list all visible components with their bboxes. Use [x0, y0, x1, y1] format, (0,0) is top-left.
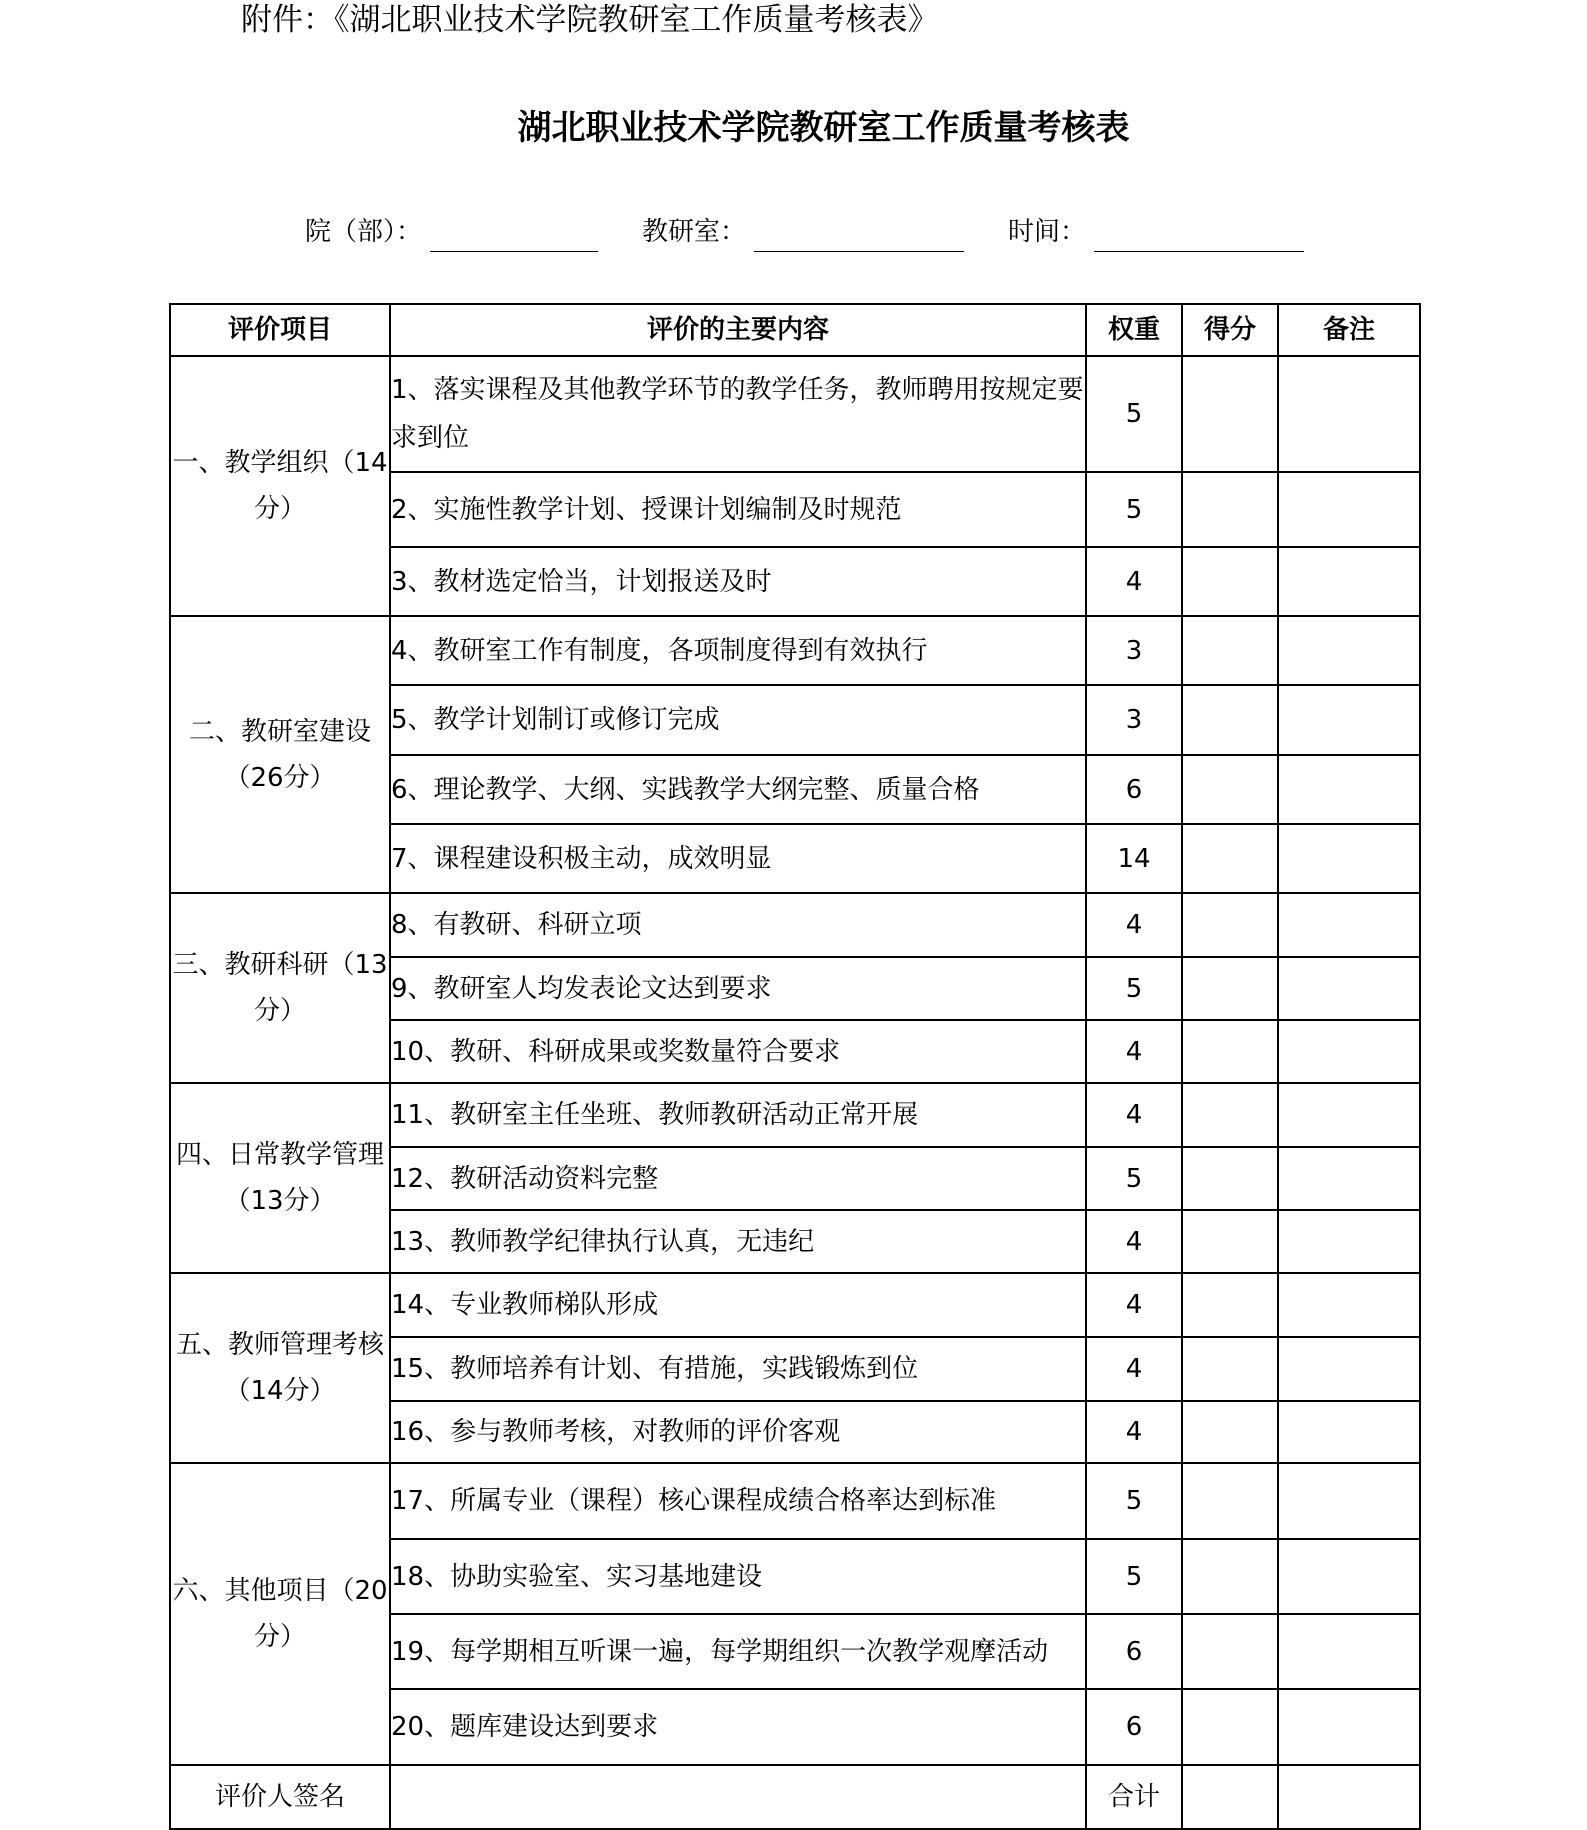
weight-cell: 5 — [1086, 472, 1182, 547]
weight-cell: 5 — [1086, 356, 1182, 472]
weight-cell: 4 — [1086, 1210, 1182, 1273]
score-cell[interactable] — [1182, 1689, 1278, 1765]
field-department — [305, 212, 598, 252]
note-cell[interactable] — [1278, 356, 1420, 472]
weight-cell: 5 — [1086, 957, 1182, 1020]
signature-field[interactable] — [390, 1765, 1086, 1829]
content-cell: 7、课程建设积极主动，成效明显 — [390, 824, 1086, 893]
weight-cell: 6 — [1086, 755, 1182, 824]
table-row — [170, 616, 1420, 685]
score-cell[interactable] — [1182, 1539, 1278, 1614]
content-cell: 8、有教研、科研立项 — [390, 893, 1086, 957]
score-cell[interactable] — [1182, 685, 1278, 755]
content-cell: 18、协助实验室、实习基地建设 — [390, 1539, 1086, 1614]
content-cell: 12、教研活动资料完整 — [390, 1147, 1086, 1210]
table-row — [170, 1083, 1420, 1147]
content-cell: 19、每学期相互听课一遍，每学期组织一次教学观摩活动 — [390, 1614, 1086, 1689]
content-cell: 10、教研、科研成果或奖数量符合要求 — [390, 1020, 1086, 1083]
field-date — [1008, 212, 1304, 252]
table-row — [170, 893, 1420, 957]
content-cell: 13、教师教学纪律执行认真，无违纪 — [390, 1210, 1086, 1273]
category-cell: 六、其他项目（20分） — [170, 1463, 390, 1765]
score-cell[interactable] — [1182, 616, 1278, 685]
note-cell[interactable] — [1278, 1273, 1420, 1337]
weight-cell: 5 — [1086, 1463, 1182, 1539]
table-row — [170, 356, 1420, 472]
note-cell[interactable] — [1278, 1614, 1420, 1689]
note-cell[interactable] — [1278, 1463, 1420, 1539]
score-cell[interactable] — [1182, 547, 1278, 616]
note-cell[interactable] — [1278, 1020, 1420, 1083]
category-cell: 三、教研科研（13分） — [170, 893, 390, 1083]
weight-cell: 5 — [1086, 1539, 1182, 1614]
weight-cell: 4 — [1086, 1273, 1182, 1337]
field-office-label: 教研室： — [642, 217, 747, 247]
score-cell[interactable] — [1182, 1020, 1278, 1083]
field-department-label: 院（部）： — [305, 217, 423, 247]
weight-cell: 4 — [1086, 1083, 1182, 1147]
field-department-blank[interactable] — [430, 221, 598, 252]
category-cell: 一、教学组织（14分） — [170, 356, 390, 616]
total-note-field[interactable] — [1278, 1765, 1420, 1829]
note-cell[interactable] — [1278, 824, 1420, 893]
note-cell[interactable] — [1278, 1083, 1420, 1147]
note-cell[interactable] — [1278, 1539, 1420, 1614]
note-cell[interactable] — [1278, 957, 1420, 1020]
weight-cell: 3 — [1086, 685, 1182, 755]
content-cell: 5、教学计划制订或修订完成 — [390, 685, 1086, 755]
page-title: 湖北职业技术学院教研室工作质量考核表 — [517, 108, 1130, 148]
note-cell[interactable] — [1278, 893, 1420, 957]
category-cell: 四、日常教学管理（13分） — [170, 1083, 390, 1273]
score-cell[interactable] — [1182, 893, 1278, 957]
note-cell[interactable] — [1278, 1147, 1420, 1210]
signature-label: 评价人签名 — [170, 1765, 390, 1829]
header-weight: 权重 — [1086, 304, 1182, 356]
content-cell: 1、落实课程及其他教学环节的教学任务，教师聘用按规定要求到位 — [390, 356, 1086, 472]
content-cell: 9、教研室人均发表论文达到要求 — [390, 957, 1086, 1020]
table-row — [170, 1273, 1420, 1337]
note-cell[interactable] — [1278, 685, 1420, 755]
content-cell: 16、参与教师考核，对教师的评价客观 — [390, 1401, 1086, 1463]
content-cell: 17、所属专业（课程）核心课程成绩合格率达到标准 — [390, 1463, 1086, 1539]
content-cell: 15、教师培养有计划、有措施，实践锻炼到位 — [390, 1337, 1086, 1401]
weight-cell: 4 — [1086, 1337, 1182, 1401]
score-cell[interactable] — [1182, 1210, 1278, 1273]
field-date-blank[interactable] — [1094, 221, 1304, 252]
table-row — [170, 1463, 1420, 1539]
weight-cell: 5 — [1086, 1147, 1182, 1210]
field-office-blank[interactable] — [754, 221, 964, 252]
weight-cell: 4 — [1086, 1401, 1182, 1463]
weight-cell: 14 — [1086, 824, 1182, 893]
note-cell[interactable] — [1278, 616, 1420, 685]
weight-cell: 4 — [1086, 893, 1182, 957]
content-cell: 20、题库建设达到要求 — [390, 1689, 1086, 1765]
score-cell[interactable] — [1182, 1083, 1278, 1147]
weight-cell: 4 — [1086, 1020, 1182, 1083]
table-header-row — [170, 304, 1420, 356]
note-cell[interactable] — [1278, 1337, 1420, 1401]
total-score-field[interactable] — [1182, 1765, 1278, 1829]
score-cell[interactable] — [1182, 824, 1278, 893]
score-cell[interactable] — [1182, 1273, 1278, 1337]
header-content: 评价的主要内容 — [390, 304, 1086, 356]
assessment-table — [169, 303, 1421, 1830]
score-cell[interactable] — [1182, 957, 1278, 1020]
field-office — [642, 212, 964, 252]
header-score: 得分 — [1182, 304, 1278, 356]
note-cell[interactable] — [1278, 547, 1420, 616]
note-cell[interactable] — [1278, 1401, 1420, 1463]
content-cell: 14、专业教师梯队形成 — [390, 1273, 1086, 1337]
weight-cell: 3 — [1086, 616, 1182, 685]
header-note: 备注 — [1278, 304, 1420, 356]
category-cell: 五、教师管理考核（14分） — [170, 1273, 390, 1463]
score-cell[interactable] — [1182, 356, 1278, 472]
score-cell[interactable] — [1182, 755, 1278, 824]
field-date-label: 时间： — [1008, 217, 1087, 247]
note-cell[interactable] — [1278, 472, 1420, 547]
note-cell[interactable] — [1278, 755, 1420, 824]
weight-cell: 6 — [1086, 1614, 1182, 1689]
category-cell: 二、教研室建设（26分） — [170, 616, 390, 893]
content-cell: 6、理论教学、大纲、实践教学大纲完整、质量合格 — [390, 755, 1086, 824]
content-cell: 2、实施性教学计划、授课计划编制及时规范 — [390, 472, 1086, 547]
score-cell[interactable] — [1182, 1337, 1278, 1401]
score-cell[interactable] — [1182, 1463, 1278, 1539]
header-item: 评价项目 — [170, 304, 390, 356]
note-cell[interactable] — [1278, 1689, 1420, 1765]
content-cell: 3、教材选定恰当，计划报送及时 — [390, 547, 1086, 616]
score-cell[interactable] — [1182, 1147, 1278, 1210]
attachment-heading: 附件：《湖北职业技术学院教研室工作质量考核表》 — [241, 2, 939, 38]
content-cell: 11、教研室主任坐班、教师教研活动正常开展 — [390, 1083, 1086, 1147]
score-cell[interactable] — [1182, 1614, 1278, 1689]
signature-row — [170, 1765, 1420, 1829]
score-cell[interactable] — [1182, 472, 1278, 547]
content-cell: 4、教研室工作有制度，各项制度得到有效执行 — [390, 616, 1086, 685]
score-cell[interactable] — [1182, 1401, 1278, 1463]
weight-cell: 6 — [1086, 1689, 1182, 1765]
weight-cell: 4 — [1086, 547, 1182, 616]
note-cell[interactable] — [1278, 1210, 1420, 1273]
total-label: 合计 — [1086, 1765, 1182, 1829]
